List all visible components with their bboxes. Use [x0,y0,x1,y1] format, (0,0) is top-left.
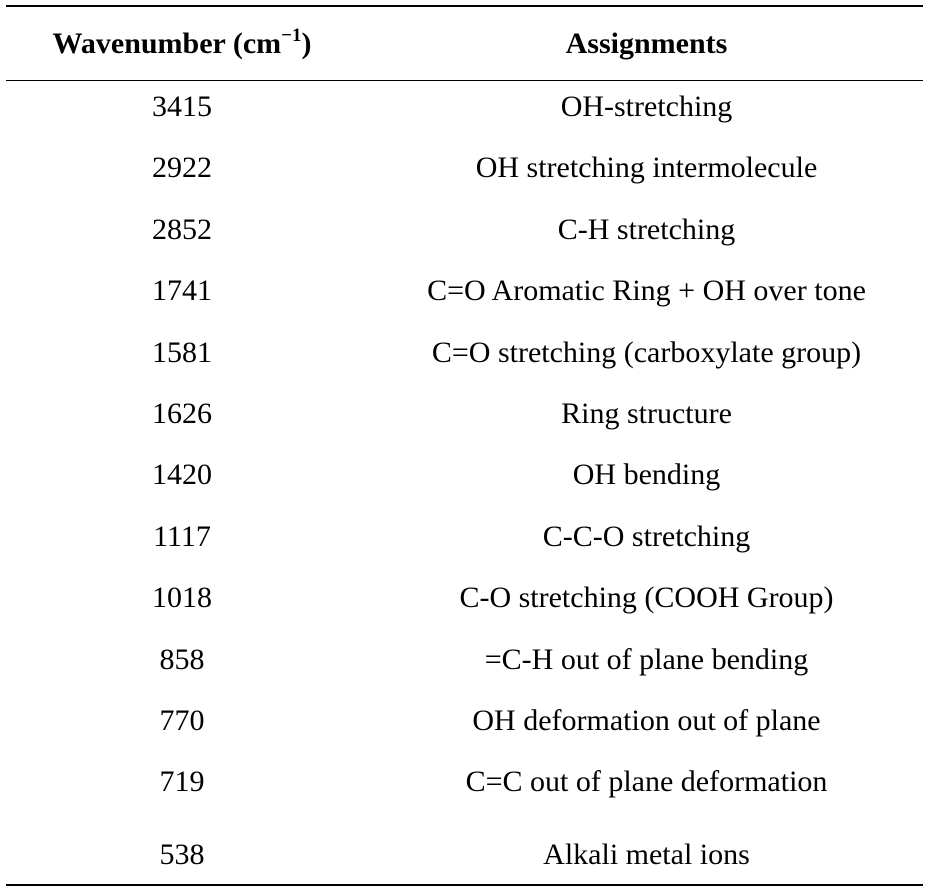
wavenumber-cell: 1018 [152,581,212,615]
table-row [0,634,929,695]
table-row [0,265,929,326]
table-row [0,695,929,756]
table-row [0,818,929,879]
wavenumber-cell: 1626 [152,396,212,430]
header-wavenumber-superscript: −1 [281,25,302,46]
assignment-cell: C-O stretching (COOH Group) [459,581,834,615]
assignment-cell: OH deformation out of plane [472,703,821,737]
header-assignments: Assignments [565,27,728,60]
assignment-cell: C=O Aromatic Ring + OH over tone [427,274,866,308]
table-row [0,756,929,817]
wavenumber-cell: 719 [159,765,205,799]
table-row [0,511,929,572]
assignment-cell: C-C-O stretching [542,519,751,553]
header-wavenumber-label: Wavenumber (cm [52,27,282,60]
assignment-cell: OH stretching intermolecule [475,151,818,185]
wavenumber-cell: 3415 [152,90,212,123]
table-body [0,81,929,879]
wavenumber-cell: 2922 [152,151,212,185]
assignment-cell: C=O stretching (carboxylate group) [431,335,862,369]
table-row [0,204,929,265]
assignment-cell: C-H stretching [557,212,736,246]
assignment-cell: Alkali metal ions [543,837,750,871]
wavenumber-cell: 538 [159,837,205,871]
table-row [0,572,929,633]
table-header [0,7,929,80]
wavenumber-cell: 1420 [152,458,212,492]
table-row [0,142,929,203]
table-row [0,81,929,142]
wavenumber-cell: 1741 [152,274,212,308]
assignment-cell: =C-H out of plane bending [484,642,809,676]
wavenumber-cell: 770 [159,703,205,737]
table-row [0,449,929,510]
assignment-cell: Ring structure [561,396,732,430]
table-row [0,388,929,449]
wavenumber-cell: 1581 [152,335,212,369]
assignment-cell: C=C out of plane deformation [465,765,828,799]
bottom-rule [6,884,923,886]
header-wavenumber-close: ) [301,27,312,60]
table-row [0,327,929,388]
wavenumber-cell: 858 [159,642,205,676]
header-wavenumber [0,7,364,80]
assignment-cell: OH-stretching [560,90,733,123]
assignment-cell: OH bending [572,458,721,492]
wavenumber-cell: 1117 [153,519,211,553]
wavenumber-cell: 2852 [152,212,212,246]
